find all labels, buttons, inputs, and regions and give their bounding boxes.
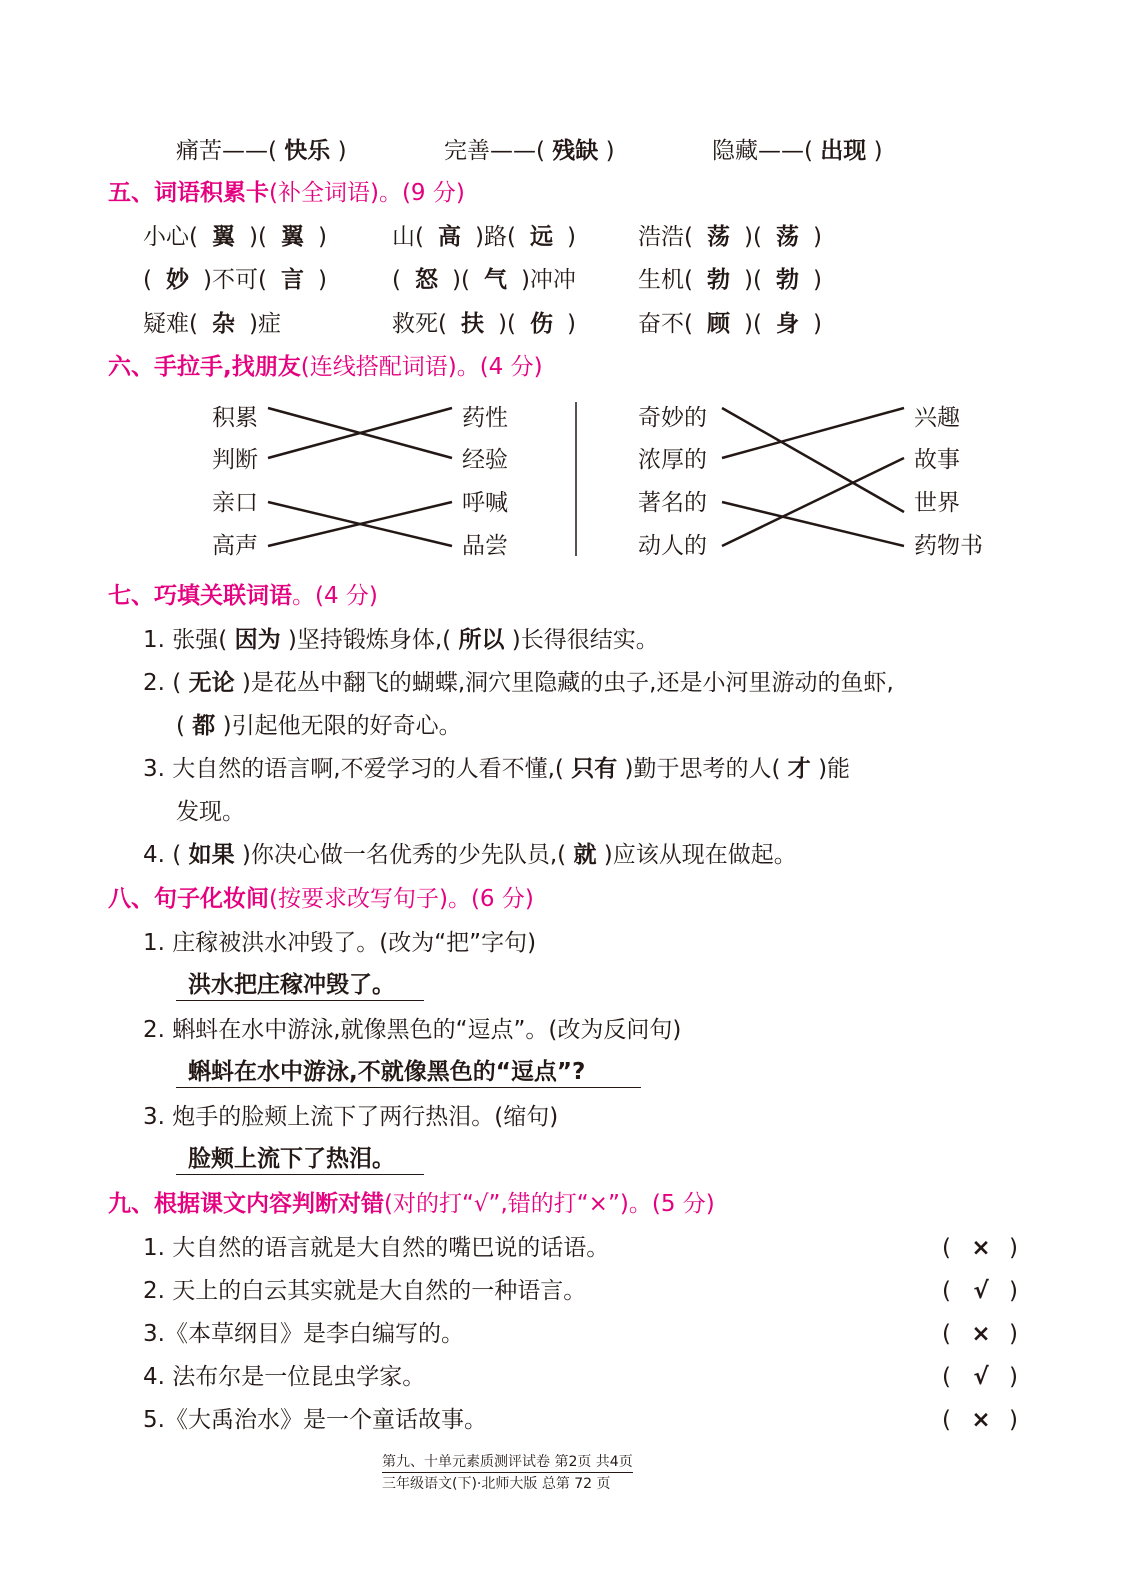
match-right-b-3: 药物书 <box>914 533 983 559</box>
word-fill-answer: 怒 <box>414 267 438 293</box>
word-fill-answer: 翼 <box>280 224 304 250</box>
question-text: 炮手的脸颊上流下了两行热泪。(缩句) <box>172 1104 559 1130</box>
text: )你决心做一名优秀的少先队员,( <box>241 842 567 868</box>
question-8-1 <box>143 928 536 958</box>
text: ( <box>176 713 185 739</box>
text: )能 <box>818 756 851 782</box>
word-fill-text: )( <box>743 224 762 250</box>
word-fill-text: ) <box>317 267 327 293</box>
word-fill-answer: 扶 <box>460 311 484 337</box>
text: 张强( <box>172 627 228 653</box>
section-score: 。(4 分) <box>456 354 543 380</box>
match-right-b-0: 兴趣 <box>914 405 960 431</box>
word-fill-answer: 荡 <box>706 224 730 250</box>
word-fill-text: ) <box>812 224 822 250</box>
judge-mark: √ <box>973 1278 989 1304</box>
question-text: 庄稼被洪水冲毁了。(改为“把”字句) <box>172 930 537 956</box>
match-left-a-1: 判断 <box>212 447 258 473</box>
paren: ( <box>942 1321 951 1347</box>
text: ( <box>172 842 182 868</box>
section-title: 八、句子化妆间 <box>108 886 269 912</box>
word-fill-text: 疑难( <box>143 311 198 337</box>
question-number: 3. <box>143 756 165 782</box>
match-left-b-2: 著名的 <box>638 490 707 516</box>
section-score: 。(6 分) <box>447 886 534 912</box>
answer: 才 <box>787 756 811 782</box>
word-fill-text: ( <box>143 267 152 293</box>
text: )引起他无限的好奇心。 <box>222 713 462 739</box>
answer: 都 <box>192 713 216 739</box>
word-fill-answer: 气 <box>483 267 507 293</box>
paren: ) <box>873 138 883 164</box>
word-fill-text: ) <box>566 224 576 250</box>
text: ( <box>172 670 182 696</box>
word-fill-text: 救死( <box>392 311 447 337</box>
match-line <box>722 408 904 458</box>
word-fill-answer: 翼 <box>211 224 235 250</box>
dash: —— <box>222 138 268 164</box>
section-note: (补全词语) <box>269 180 379 206</box>
paren: ) <box>1009 1407 1018 1433</box>
question-8-3 <box>143 1102 558 1132</box>
question-number: 1. <box>143 1235 165 1261</box>
section-note: (按要求改写句子) <box>269 886 448 912</box>
word-fill-answer: 言 <box>280 267 304 293</box>
question-9-4 <box>143 1362 425 1392</box>
word-fill-answer: 妙 <box>165 267 189 293</box>
paren: ) <box>337 138 347 164</box>
section-title: 九、根据课文内容判断对错 <box>108 1191 384 1217</box>
question-number: 2. <box>143 1278 165 1304</box>
match-right-a-2: 呼喊 <box>462 490 508 516</box>
antonym-answer: 残缺 <box>552 138 599 164</box>
section-note: (对的打“√”,错的打“×”) <box>384 1191 629 1217</box>
antonym-answer: 出现 <box>820 138 867 164</box>
word-fill-text: )( <box>497 311 516 337</box>
question-8-2 <box>143 1015 681 1045</box>
match-right-a-0: 药性 <box>462 405 508 431</box>
antonym-word: 完善 <box>444 138 490 164</box>
section-note: (连线搭配词语) <box>300 354 457 380</box>
question-9-3 <box>143 1319 464 1349</box>
match-left-b-3: 动人的 <box>638 533 707 559</box>
question-7-3-cont <box>176 797 245 827</box>
question-number: 1. <box>143 627 165 653</box>
question-9-2 <box>143 1276 586 1306</box>
match-left-b-0: 奇妙的 <box>638 405 707 431</box>
match-line <box>722 502 904 546</box>
word-fill-answer: 勃 <box>775 267 799 293</box>
answer: 所以 <box>458 627 505 653</box>
section-7-heading <box>108 581 378 611</box>
word-fill-text: 奋不( <box>638 311 693 337</box>
dash: —— <box>490 138 536 164</box>
question-7-3 <box>143 754 850 784</box>
section-title: 七、巧填关联词语 <box>108 583 292 609</box>
word-fill-text: )冲冲 <box>520 267 576 293</box>
match-right-b-1: 故事 <box>914 447 960 473</box>
question-7-1 <box>143 625 659 655</box>
answer: 无论 <box>188 670 235 696</box>
paren: ) <box>1009 1235 1018 1261</box>
answer: 就 <box>573 842 597 868</box>
question-number: 3. <box>143 1104 165 1130</box>
match-line <box>722 408 904 512</box>
word-fill-text: ) <box>566 311 576 337</box>
question-number: 2. <box>143 670 165 696</box>
question-text: 天上的白云其实就是大自然的一种语言。 <box>172 1278 587 1304</box>
match-left-a-3: 高声 <box>212 533 258 559</box>
paren: ( <box>942 1235 951 1261</box>
word-fill-answer: 顾 <box>706 311 730 337</box>
paren: ) <box>605 138 615 164</box>
section-title: 六、手拉手,找朋友 <box>108 354 301 380</box>
word-fill-text: ) <box>812 267 822 293</box>
question-number: 2. <box>143 1017 165 1043</box>
word-fill-answer: 伤 <box>529 311 553 337</box>
match-right-a-1: 经验 <box>462 447 508 473</box>
answer: 如果 <box>188 842 235 868</box>
question-9-5 <box>143 1405 487 1435</box>
word-fill-text: 山( <box>392 224 424 250</box>
paren: ( <box>942 1364 951 1390</box>
section-title: 五、词语积累卡 <box>108 180 269 206</box>
match-right-b-2: 世界 <box>914 490 960 516</box>
question-7-2-cont <box>176 711 462 741</box>
paren: ) <box>1009 1364 1018 1390</box>
antonym-word: 痛苦 <box>176 138 222 164</box>
question-number: 4. <box>143 1364 165 1390</box>
paren: ( <box>942 1278 951 1304</box>
word-fill-text: 小心( <box>143 224 198 250</box>
question-text: 大自然的语言就是大自然的嘴巴说的话语。 <box>172 1235 610 1261</box>
section-score: 。(4 分) <box>292 583 378 609</box>
match-left-b-1: 浓厚的 <box>638 447 707 473</box>
section-score: 。(9 分) <box>378 180 465 206</box>
word-fill-answer: 远 <box>529 224 553 250</box>
word-fill-answer: 勃 <box>706 267 730 293</box>
antonym-word: 隐藏 <box>712 138 758 164</box>
text: )是花丛中翻飞的蝴蝶,洞穴里隐藏的虫子,还是小河里游动的鱼虾, <box>241 670 894 696</box>
question-number: 4. <box>143 842 165 868</box>
question-7-2 <box>143 668 894 698</box>
text: )勤于思考的人( <box>624 756 781 782</box>
answer: 只有 <box>571 756 618 782</box>
word-fill-text: 浩浩( <box>638 224 693 250</box>
judge-mark: × <box>971 1235 991 1261</box>
question-text: 《本草纲目》是李白编写的。 <box>164 1321 464 1347</box>
antonym-answer: 快乐 <box>284 138 331 164</box>
judge-mark: × <box>971 1407 991 1433</box>
paren: ( <box>942 1407 951 1433</box>
word-fill-text: )( <box>451 267 470 293</box>
answer-8-3: 脸颊上流下了热泪。 <box>176 1144 424 1175</box>
answer: 因为 <box>234 627 281 653</box>
question-text: 法布尔是一位昆虫学家。 <box>172 1364 426 1390</box>
text: 发现。 <box>176 799 245 825</box>
word-fill-text: )( <box>248 224 267 250</box>
match-left-a-2: 亲口 <box>212 490 258 516</box>
word-fill-text: ) <box>317 224 327 250</box>
word-fill-answer: 高 <box>437 224 461 250</box>
paren: ( <box>536 138 545 164</box>
word-fill-text: ) <box>812 311 822 337</box>
text: )坚持锻炼身体,( <box>287 627 452 653</box>
match-line <box>722 458 904 546</box>
section-9-heading <box>108 1189 715 1219</box>
question-number: 5. <box>143 1407 165 1433</box>
judge-mark: × <box>971 1321 991 1347</box>
word-fill-text: )( <box>743 267 762 293</box>
word-fill-answer: 杂 <box>211 311 235 337</box>
word-fill-text: )( <box>743 311 762 337</box>
section-score: 。(5 分) <box>628 1191 715 1217</box>
word-fill-text: ( <box>392 267 401 293</box>
paren: ) <box>1009 1321 1018 1347</box>
word-fill-text: )不可( <box>202 267 267 293</box>
word-fill-answer: 荡 <box>775 224 799 250</box>
section-8-heading <box>108 884 534 914</box>
dash: —— <box>758 138 804 164</box>
match-left-a-0: 积累 <box>212 405 258 431</box>
paren: ( <box>804 138 813 164</box>
question-text: 蝌蚪在水中游泳,就像黑色的“逗点”。(改为反问句) <box>172 1017 682 1043</box>
match-right-a-3: 品尝 <box>462 533 508 559</box>
footer-line-2: 三年级语文(下)·北师大版 总第 72 页 <box>382 1476 611 1492</box>
answer-8-1: 洪水把庄稼冲毁了。 <box>176 970 424 1001</box>
footer-line-1: 第九、十单元素质测评试卷 第2页 共4页 <box>382 1453 633 1473</box>
text: 大自然的语言啊,不爱学习的人看不懂,( <box>172 756 564 782</box>
question-number: 1. <box>143 930 165 956</box>
word-fill-text: 生机( <box>638 267 693 293</box>
question-number: 3. <box>143 1321 165 1347</box>
text: )长得很结实。 <box>511 627 659 653</box>
paren: ( <box>268 138 277 164</box>
question-text: 《大禹治水》是一个童话故事。 <box>164 1407 487 1433</box>
text: )应该从现在做起。 <box>603 842 797 868</box>
word-fill-text: )症 <box>248 311 281 337</box>
word-fill-text: )路( <box>474 224 516 250</box>
judge-mark: √ <box>973 1364 989 1390</box>
paren: ) <box>1009 1278 1018 1304</box>
answer-8-2: 蝌蚪在水中游泳,不就像黑色的“逗点”? <box>176 1057 641 1088</box>
question-7-4 <box>143 840 797 870</box>
question-9-1 <box>143 1233 609 1263</box>
word-fill-answer: 身 <box>775 311 799 337</box>
